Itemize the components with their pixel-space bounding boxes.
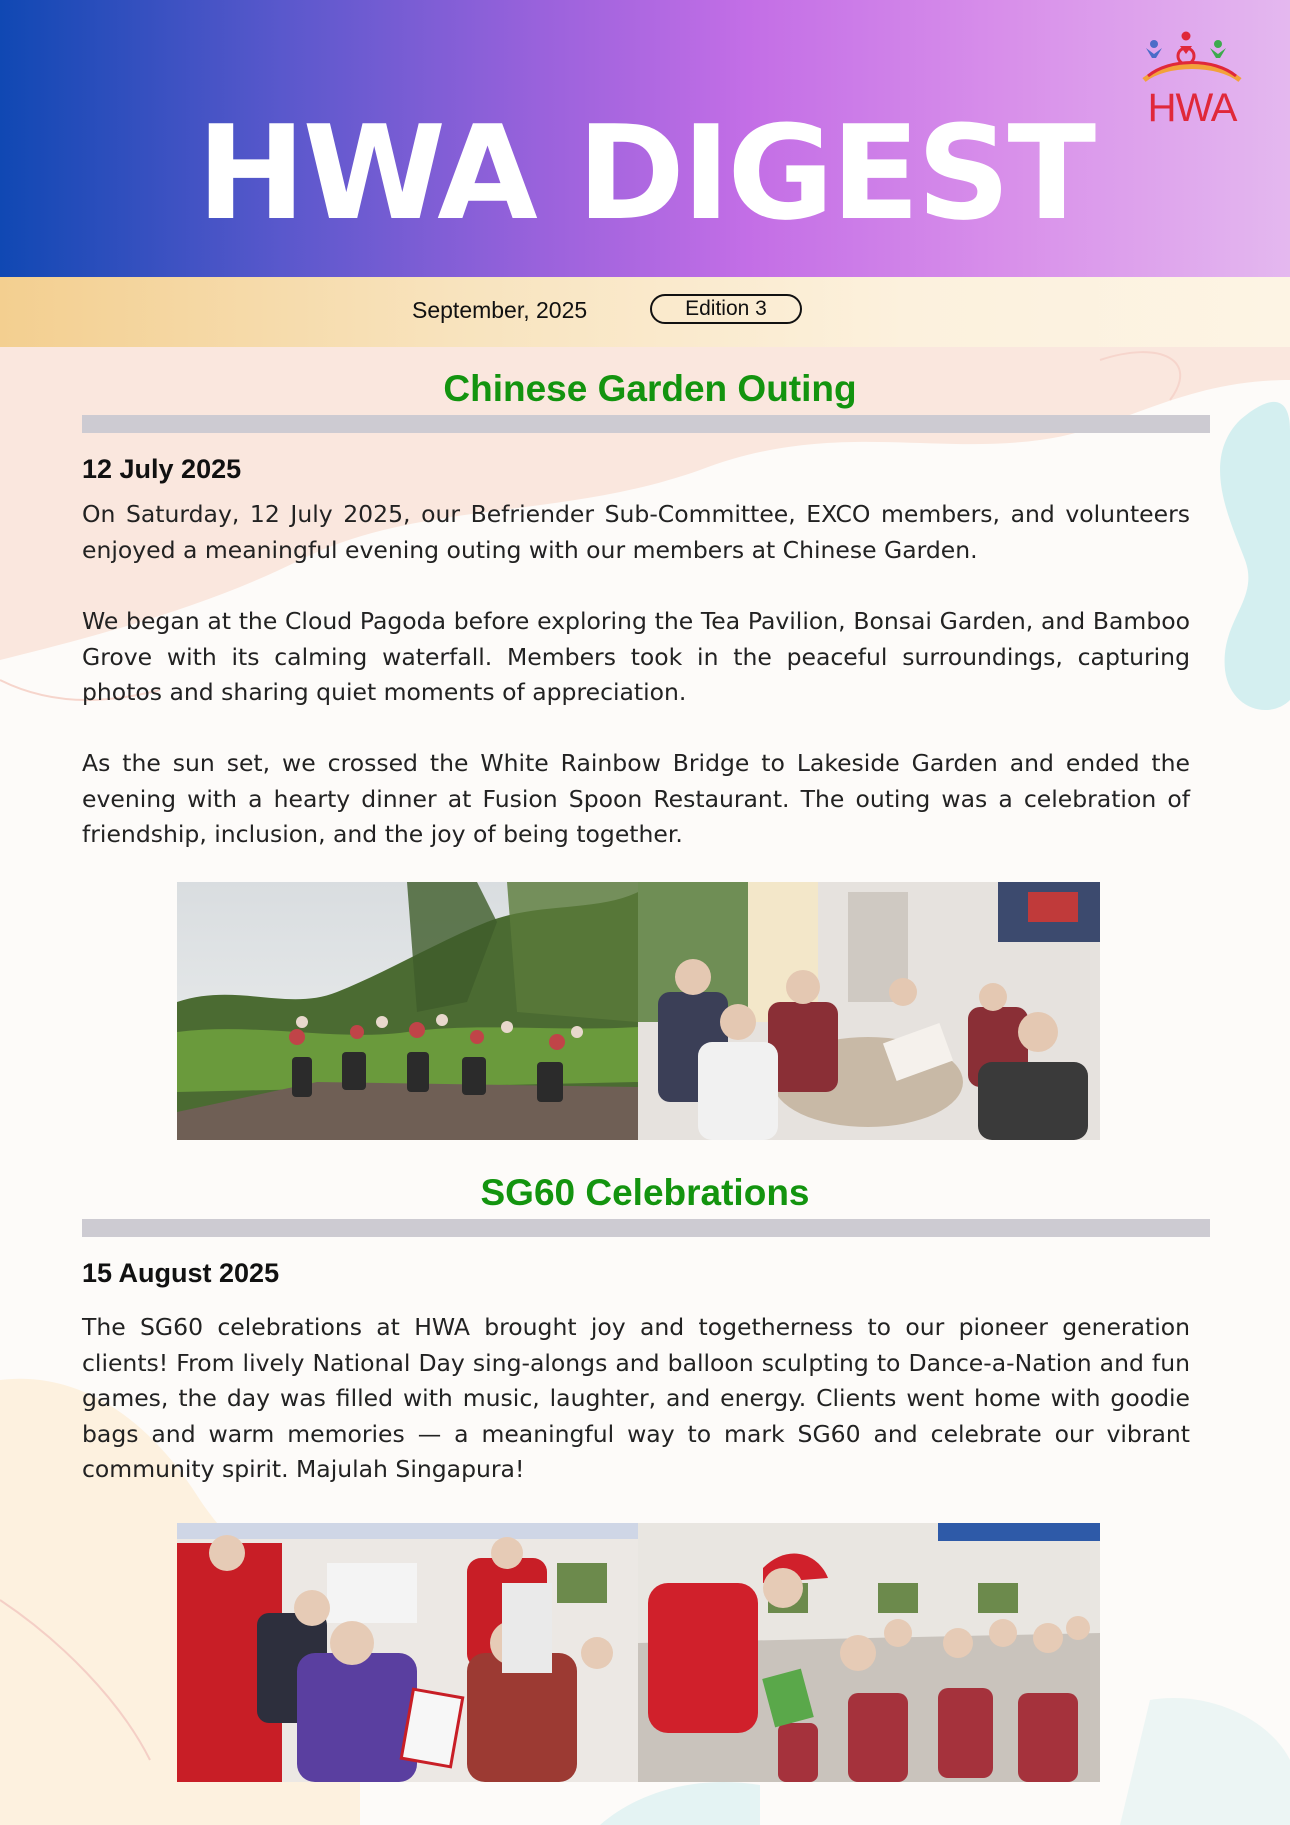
photo-restaurant-dinner: [638, 882, 1100, 1140]
issue-date: September, 2025: [412, 297, 588, 323]
section-title-chinese-garden: Chinese Garden Outing: [443, 368, 857, 409]
section-title-sg60: SG60 Celebrations: [480, 1172, 810, 1213]
photo-sg60-hall: [638, 1523, 1100, 1782]
logo-wordmark: HWA: [1147, 86, 1237, 130]
paragraph: As the sun set, we crossed the White Rainbow Bridge to Lakeside Garden and ended the evening with a hearty dinner at Fusion Spoon Restaurant. The outing was a celebration of friendship, inclusion, and the joy of being together.: [82, 749, 1190, 848]
section-date: 15 August 2025: [82, 1258, 280, 1288]
photo-garden-group: [177, 882, 638, 1140]
paragraph: On Saturday, 12 July 2025, our Befriender Sub-Committee, EXCO members, and volunteers enjoyed a meaningful evening outing with our members at Chinese Garden.: [82, 500, 1190, 564]
edition-badge: Edition 3: [650, 294, 802, 324]
paragraph: The SG60 celebrations at HWA brought joy and togetherness to our pioneer generation clients! From lively National Day sing-alongs and balloon sculpting to Dance-a-Nation and fun games, the day was filled with music, laughter, and energy. Clients went home with goodie bags and warm memories — a meaningful way to mark SG60 and celebrate our vibrant community spirit. Majulah Singapura!: [82, 1313, 1190, 1483]
section-divider: [82, 1219, 1210, 1237]
paragraph: We began at the Cloud Pagoda before exploring the Tea Pavilion, Bonsai Garden, and Bamboo Grove with its calming waterfall. Members took in the peaceful surroundings, capturing photos and sharing quiet moments of appreciation.: [82, 607, 1190, 706]
section-date: 12 July 2025: [82, 454, 242, 484]
photo-sg60-goodie-bag: [177, 1523, 638, 1782]
newsletter-title: HWA DIGEST: [196, 97, 1094, 249]
section-divider: [82, 415, 1210, 433]
